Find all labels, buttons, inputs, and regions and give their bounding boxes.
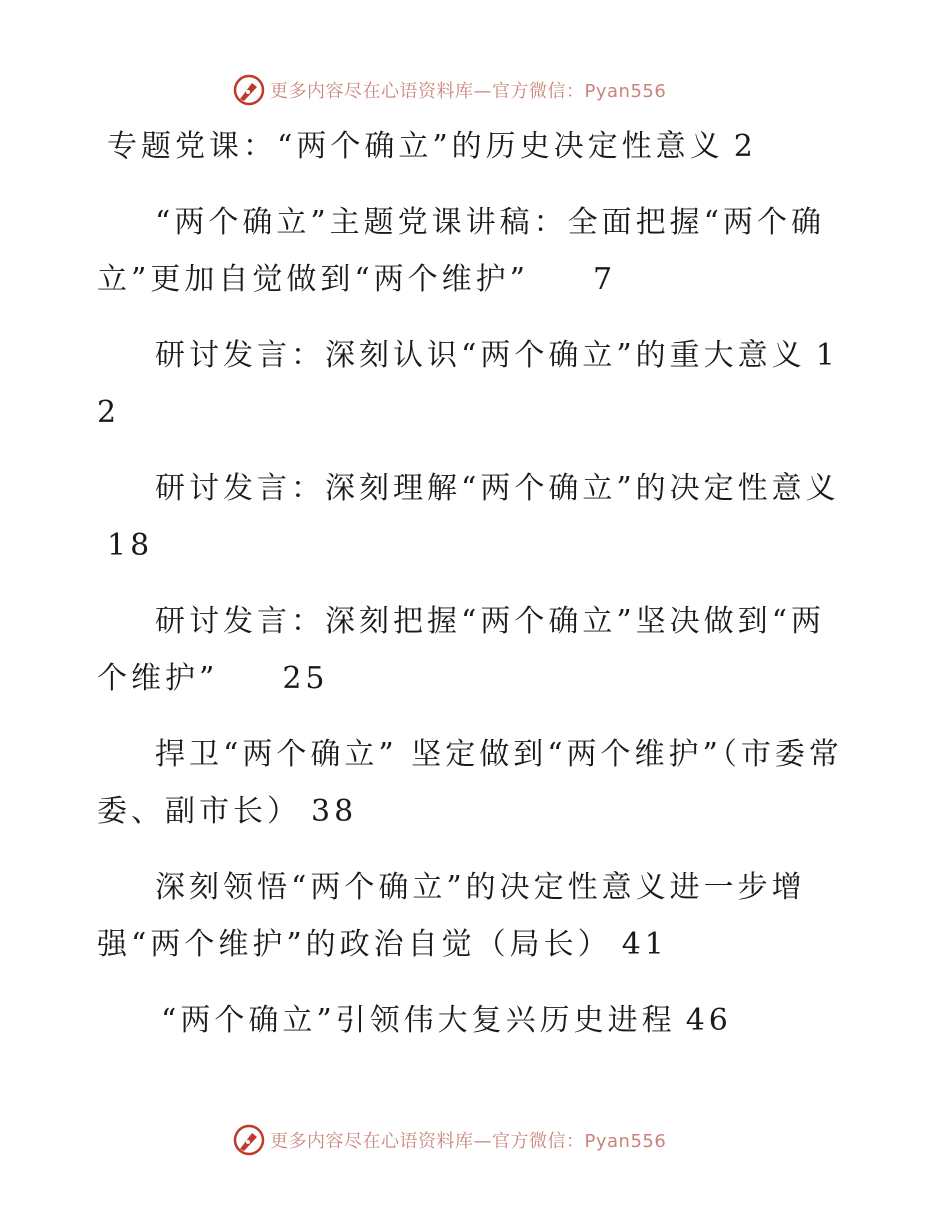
pen-nib-logo-icon [232,73,266,107]
table-of-contents [97,118,857,1068]
pen-nib-logo-icon [232,1123,266,1157]
toc-entry-title: 研讨发言：深刻理解“两个确立”的决定性意义 [155,471,840,506]
toc-entry [97,194,857,308]
watermark-text: 更多内容尽在心语资料库—官方微信：Pyan556 [270,1131,667,1152]
toc-entry [97,118,857,175]
toc-entry [97,992,857,1049]
toc-entry [97,593,857,707]
toc-entry-title: 捍卫“两个确立” 坚定做到“两个维护”（市委常委、副市长） [97,737,843,829]
toc-entry-title: “两个确立”引领伟大复兴历史进程 [161,1003,676,1038]
toc-entry-page: 2 [733,129,757,164]
toc-entry-title: 研讨发言：深刻认识“两个确立”的重大意义 [155,338,806,373]
toc-entry-page: 12 [97,338,839,430]
toc-entry-page: 18 [107,528,154,563]
toc-entry-page: 41 [621,927,668,962]
toc-entry-title: 专题党课：“两个确立”的历史决定性意义 [107,129,724,164]
toc-entry-title: 深刻领悟“两个确立”的决定性意义进一步增强“两个维护”的政治自觉（局长） [97,870,806,962]
toc-entry [97,859,857,973]
header-watermark [232,72,666,108]
toc-entry [97,460,857,574]
footer-watermark [232,1122,666,1158]
toc-entry-page: 25 [282,661,329,696]
toc-entry-page: 46 [685,1003,732,1038]
toc-entry [97,327,857,441]
toc-entry-title: 研讨发言：深刻把握“两个确立”坚决做到“两个维护” [97,604,826,696]
watermark-text: 更多内容尽在心语资料库—官方微信：Pyan556 [270,81,667,102]
toc-entry-page: 7 [593,262,617,297]
toc-entry-title: “两个确立”主题党课讲稿：全面把握“两个确立”更加自觉做到“两个维护” [97,205,826,297]
toc-entry-page: 38 [311,794,358,829]
toc-entry [97,726,857,840]
